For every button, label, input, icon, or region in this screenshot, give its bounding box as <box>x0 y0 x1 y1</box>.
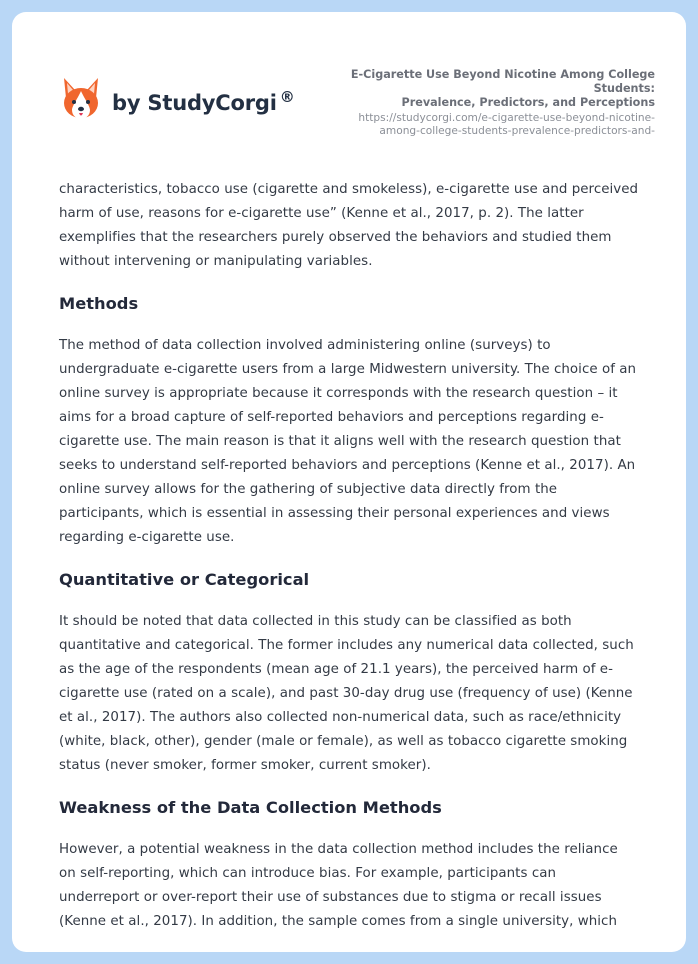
document-body <box>59 178 659 934</box>
document-meta <box>295 68 655 138</box>
section-heading-quantitative: Quantitative or Categorical <box>59 570 310 589</box>
brand-logo[interactable] <box>60 76 295 122</box>
paragraph: It should be noted that data collected in this study can be classified as both quantitative and categorical. The former includes any numerical data collected, such as the age of the respondents (mean age of 21.1 years), the perceived harm of e- cigarette use (rated on a scale), and past 30-day drug use (frequency of use) (Kenne et al., 2017). The authors also collected non-numerical data, such as race/ethnicity (white, black, other), gender (male or female), as well as tobacco cigarette smoking status (never smoker, former smoker, current smoker). <box>59 614 634 773</box>
registered-mark: ® <box>279 87 295 106</box>
section-heading-weakness: Weakness of the Data Collection Methods <box>59 798 442 817</box>
paragraph: characteristics, tobacco use (cigarette and smokeless), e-cigarette use and perceived harm of use, reasons for e-cigarette use” (Kenne et al., 2017, p. 2). The latter exemplifies that the researchers purely observed the behaviors and studied them without intervening or manipulating variables. <box>59 182 639 269</box>
page-header <box>12 12 686 162</box>
brand-name: by StudyCorgi ® <box>112 87 295 115</box>
section-heading-methods: Methods <box>59 294 139 313</box>
document-title: E-Cigarette Use Beyond Nicotine Among College Students: Prevalence, Predictors, and Perceptions <box>350 68 655 109</box>
corgi-logo-icon <box>60 76 102 122</box>
document-url[interactable]: https://studycorgi.com/e-cigarette-use-beyond-nicotine- among-college-students-prevalence-predictors-and- <box>358 112 655 137</box>
paragraph: However, a potential weakness in the data collection method includes the reliance on self-reporting, which can introduce bias. For example, participants can underreport or over-report their use of substances due to stigma or recall issues (Kenne et al., 2017). In addition, the sample comes from a single university, which <box>59 842 618 929</box>
document-page <box>12 12 686 952</box>
paragraph: The method of data collection involved administering online (surveys) to undergraduate e-cigarette users from a large Midwestern university. The choice of an online survey is appropriate because it corresponds with the research question – it aims for a broad capture of self-reported behaviors and perceptions regarding e- cigarette use. The main reason is that it aligns well with the research question that seeks to understand self-reported behaviors and perceptions (Kenne et al., 2017). An online survey allows for the gathering of subjective data directly from the participants, which is essential in assessing their personal experiences and views regarding e-cigarette use. <box>59 338 637 545</box>
